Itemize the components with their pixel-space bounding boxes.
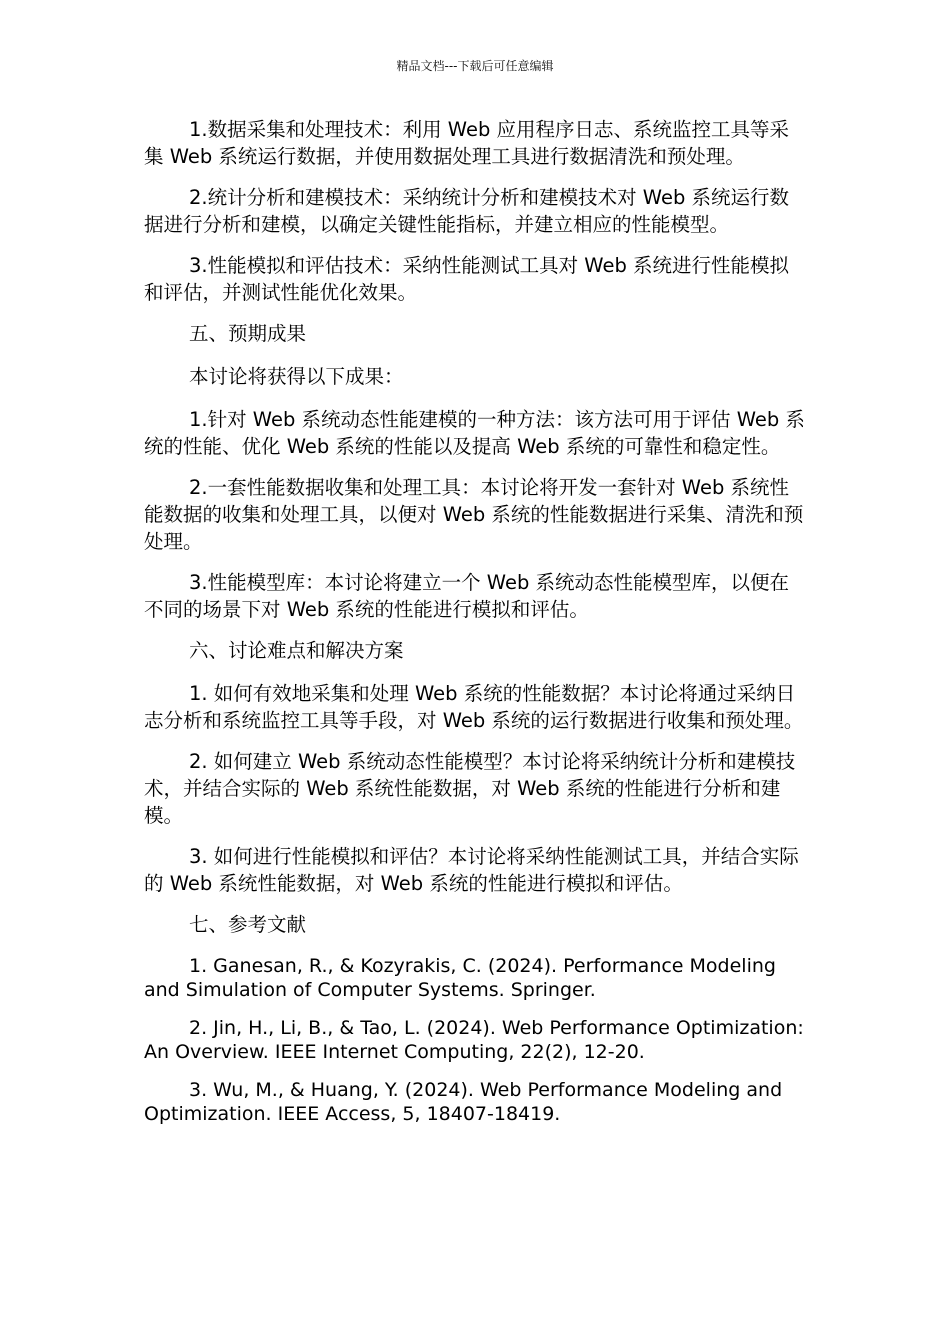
paragraph-result-method: 1.针对 Web 系统动态性能建模的一种方法：该方法可用于评估 Web 系统的性能、优化 Web 系统的性能以及提高 Web 系统的可靠性和稳定性。 [144, 408, 805, 458]
paragraph-tech-simulation: 3.性能模拟和评估技术：采纳性能测试工具对 Web 系统进行性能模拟和评估，并测试性能优化效果。 [144, 254, 790, 304]
paragraph-tech-statistical-modeling: 2.统计分析和建模技术：采纳统计分析和建模技术对 Web 系统运行数据进行分析和建模，以确定关键性能指标，并建立相应的性能模型。 [144, 186, 790, 236]
paragraph-result-model-library: 3.性能模型库：本讨论将建立一个 Web 系统动态性能模型库，以便在不同的场景下对 Web 系统的性能进行模拟和评估。 [144, 571, 790, 621]
page-header: 精品文档---下载后可任意编辑 [396, 59, 554, 73]
paragraph-tech-data-collection: 1.数据采集和处理技术：利用 Web 应用程序日志、系统监控工具等采集 Web 系统运行数据，并使用数据处理工具进行数据清洗和预处理。 [144, 118, 790, 168]
section-heading-expected-results: 五、预期成果 [189, 322, 307, 345]
section-heading-references: 七、参考文献 [189, 913, 307, 936]
paragraph-result-tools: 2.一套性能数据收集和处理工具：本讨论将开发一套针对 Web 系统性能数据的收集和处理工具，以便对 Web 系统的性能数据进行采集、清洗和预处理。 [144, 476, 804, 553]
section-heading-difficulties: 六、讨论难点和解决方案 [189, 639, 404, 662]
document-body [144, 116, 806, 1140]
paragraph-difficulty-data: 1. 如何有效地采集和处理 Web 系统的性能数据？本讨论将通过采纳日志分析和系统监控工具等手段，对 Web 系统的运行数据进行收集和预处理。 [144, 682, 804, 732]
reference-item: 1. Ganesan, R., & Kozyrakis, C. (2024). Performance Modeling and Simulation of Computer Systems. Springer. [144, 955, 776, 1001]
paragraph-difficulty-model: 2. 如何建立 Web 系统动态性能模型？本讨论将采纳统计分析和建模技术，并结合实际的 Web 系统性能数据，对 Web 系统的性能进行分析和建模。 [144, 750, 796, 827]
reference-item: 3. Wu, M., & Huang, Y. (2024). Web Performance Modeling and Optimization. IEEE Access, 5, 18407-18419. [144, 1079, 783, 1125]
reference-item: 2. Jin, H., Li, B., & Tao, L. (2024). Web Performance Optimization: An Overview. IEEE Internet Computing, 22(2), 12-20. [144, 1017, 804, 1063]
paragraph-difficulty-simulation: 3. 如何进行性能模拟和评估？本讨论将采纳性能测试工具，并结合实际的 Web 系统性能数据，对 Web 系统的性能进行模拟和评估。 [144, 845, 799, 895]
paragraph-results-intro: 本讨论将获得以下成果： [189, 365, 404, 388]
